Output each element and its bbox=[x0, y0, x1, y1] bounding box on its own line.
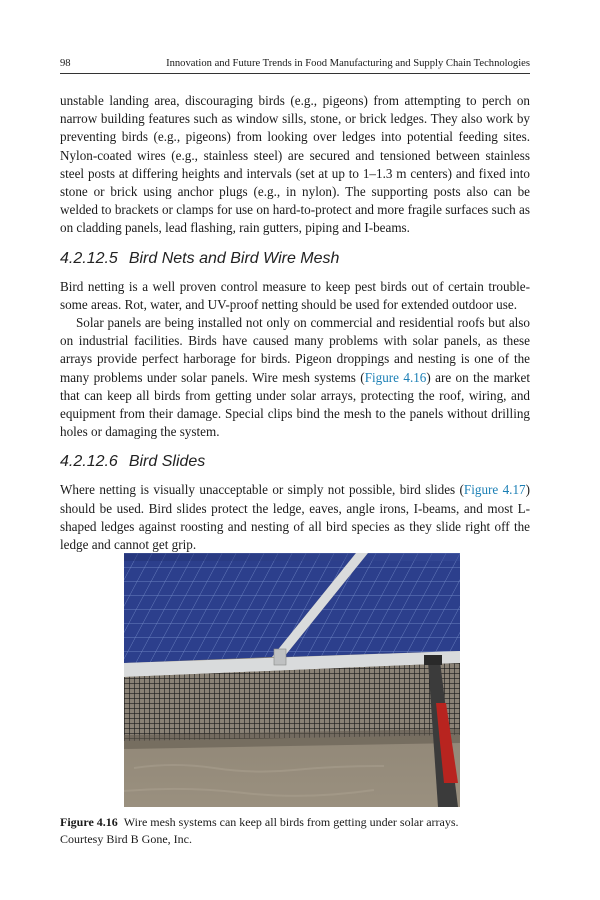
paragraph-netting: Bird netting is a well proven control measure to keep pest birds out of certain trouble-some areas. Rot, water, and UV-proof netting should be used for extended outdoor use. bbox=[60, 278, 530, 312]
panel-clip bbox=[274, 649, 286, 665]
paragraph-solar-panels bbox=[60, 314, 530, 441]
caption-text: Wire mesh systems can keep all birds from getting under solar arrays. bbox=[123, 815, 459, 829]
figure-label: Figure 4.16 bbox=[60, 815, 118, 829]
page-number: 98 bbox=[60, 58, 71, 69]
paragraph-text: ) are on the market that can keep all birds from getting under solar arrays, protecting the roof, wiring, and equipment from their damage. Special clips bind the mesh to the panels without drilling holes or damaging the system. bbox=[60, 369, 530, 440]
figure-link-4-17[interactable]: Figure 4.17 bbox=[463, 482, 526, 498]
section-number: 4.2.12.6 bbox=[60, 453, 118, 471]
figure-photo bbox=[124, 553, 460, 807]
paragraph-text: ) should be used. Bird slides protect the ledge, eaves, angle irons, I-beams, and most L-shaped ledges against roosting and nesting of all bird species as they slide right off the ledge and cannot get grip. bbox=[60, 482, 530, 553]
paragraph-intro: unstable landing area, discouraging birds (e.g., pigeons) from attempting to perch on narrow building features such as window sills, stone, or brick ledges. They also work by preventing birds (e.g., pigeons) from looking over ledges into potential feeding sites. Nylon-coated wires (e.g., stainless steel) are secured and tensioned between stainless steel posts at differing heights and intervals (set at up to 1–1.3 m centers) and fixed into stone or brick using anchor plugs (e.g., in nylon). The supporting posts also can be welded to brackets or clamps for use on hard-to-protect and more fragile surfaces such as on cladding panels, lead flashing, rain gutters, piping and I-beams. bbox=[60, 93, 530, 236]
section-heading-bird-slides bbox=[60, 452, 530, 472]
section-heading-bird-nets bbox=[60, 249, 530, 269]
solar-panel-photo bbox=[124, 553, 460, 807]
section-title: Bird Slides bbox=[128, 453, 206, 471]
page-body bbox=[60, 92, 530, 554]
panel-shadow-top bbox=[124, 553, 460, 561]
paragraph-bird-slides bbox=[60, 481, 530, 554]
book-title: Innovation and Future Trends in Food Manufacturing and Supply Chain Technologies bbox=[166, 58, 530, 69]
caption-credit: Courtesy Bird B Gone, Inc. bbox=[60, 831, 192, 846]
figure-caption bbox=[60, 814, 530, 847]
section-title: Bird Nets and Bird Wire Mesh bbox=[128, 249, 340, 267]
section-number: 4.2.12.5 bbox=[60, 249, 118, 267]
paragraph-text: Solar panels are being installed not only on commercial and residential roofs but also on industrial facilities. Birds have caused many problems with solar panels, as these arrays provide perfect harborage for birds. Pigeon droppings and nesting is one of the many problems under solar panels. Wire mesh systems ( bbox=[60, 315, 530, 385]
header-rule bbox=[60, 73, 530, 74]
running-header bbox=[60, 56, 530, 72]
figure-link-4-16[interactable]: Figure 4.16 bbox=[364, 369, 427, 385]
paragraph-text: Where netting is visually unacceptable or simply not possible, bird slides ( bbox=[60, 482, 464, 498]
